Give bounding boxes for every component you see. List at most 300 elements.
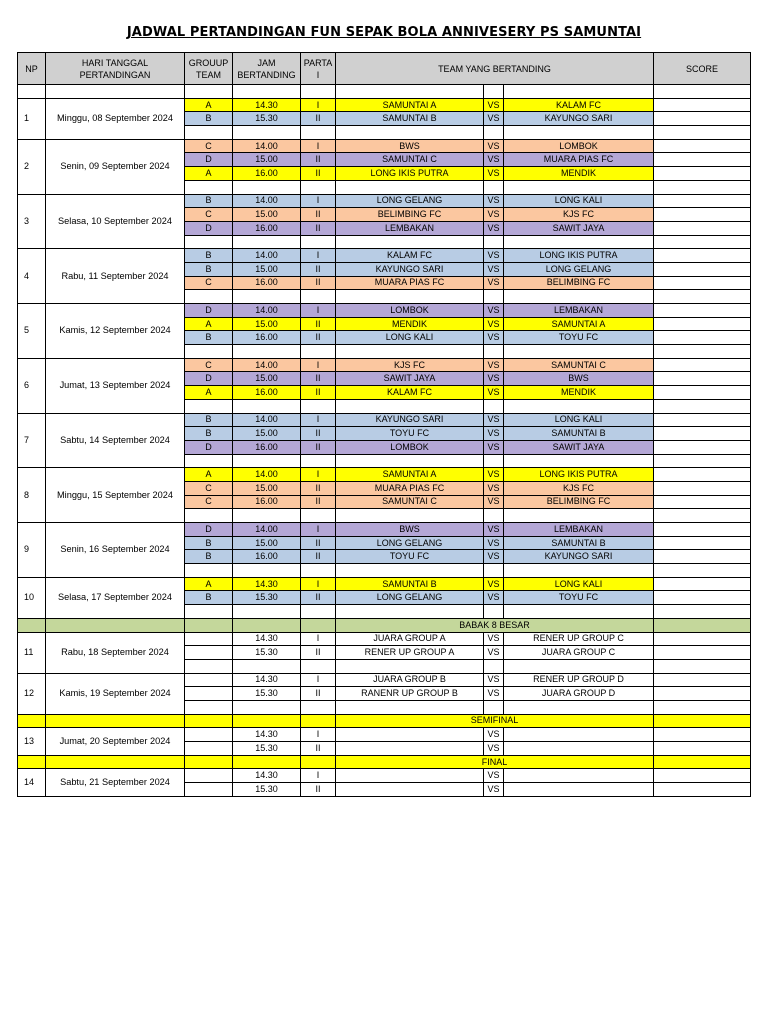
- group-cell: A: [185, 577, 233, 591]
- score-cell: [654, 358, 751, 372]
- header-time-line2: BERTANDING: [237, 69, 296, 80]
- away-team: LONG KALI: [504, 413, 654, 427]
- home-team: SAMUNTAI A: [336, 98, 484, 112]
- vs-label: VS: [484, 673, 504, 687]
- empty-cell: [504, 180, 654, 194]
- home-team: [336, 783, 484, 797]
- match-number: 9: [18, 523, 46, 578]
- vs-label: VS: [484, 194, 504, 208]
- score-cell: [654, 591, 751, 605]
- time-cell: 14.00: [233, 523, 301, 537]
- vs-label: VS: [484, 632, 504, 646]
- time-cell: 14.00: [233, 468, 301, 482]
- match-day: Selasa, 10 September 2024: [46, 194, 185, 249]
- empty-cell: [654, 180, 751, 194]
- empty-cell: [484, 180, 504, 194]
- half-cell: II: [301, 742, 336, 756]
- score-cell: [654, 194, 751, 208]
- away-team: LONG KALI: [504, 577, 654, 591]
- half-cell: II: [301, 495, 336, 509]
- empty-cell: [484, 454, 504, 468]
- half-cell: I: [301, 468, 336, 482]
- empty-cell: [233, 714, 301, 728]
- half-cell: II: [301, 427, 336, 441]
- empty-cell: [301, 509, 336, 523]
- header-day-line1: HARI TANGGAL: [81, 57, 149, 68]
- match-row: [18, 358, 751, 372]
- group-cell: A: [185, 317, 233, 331]
- vs-label: VS: [484, 427, 504, 441]
- match-row: [18, 673, 751, 687]
- home-team: TOYU FC: [336, 550, 484, 564]
- half-cell: I: [301, 769, 336, 783]
- empty-cell: [654, 714, 751, 728]
- match-number: 10: [18, 577, 46, 618]
- time-cell: 15.30: [233, 112, 301, 126]
- header-half-line2: I: [316, 69, 320, 80]
- match-day: Senin, 16 September 2024: [46, 523, 185, 578]
- away-team: [504, 783, 654, 797]
- away-team: MENDIK: [504, 386, 654, 400]
- empty-cell: [301, 454, 336, 468]
- group-cell: B: [185, 550, 233, 564]
- header-row: [18, 53, 751, 85]
- away-team: SAWIT JAYA: [504, 221, 654, 235]
- home-team: LONG GELANG: [336, 591, 484, 605]
- home-team: LOMBOK: [336, 440, 484, 454]
- vs-label: VS: [484, 481, 504, 495]
- empty-cell: [185, 399, 233, 413]
- empty-cell: [233, 659, 301, 673]
- empty-cell: [504, 605, 654, 619]
- match-row: [18, 577, 751, 591]
- stage-label: SEMIFINAL: [336, 714, 654, 728]
- empty-cell: [301, 235, 336, 249]
- time-cell: 15.30: [233, 591, 301, 605]
- group-cell: C: [185, 358, 233, 372]
- score-cell: [654, 139, 751, 153]
- empty-cell: [484, 290, 504, 304]
- half-cell: I: [301, 413, 336, 427]
- away-team: LEMBAKAN: [504, 304, 654, 318]
- half-cell: II: [301, 153, 336, 167]
- home-team: KALAM FC: [336, 249, 484, 263]
- time-cell: 15.30: [233, 687, 301, 701]
- half-cell: II: [301, 112, 336, 126]
- match-row: [18, 468, 751, 482]
- home-team: RANENR UP GROUP B: [336, 687, 484, 701]
- home-team: KAYUNGO SARI: [336, 262, 484, 276]
- vs-label: VS: [484, 413, 504, 427]
- score-cell: [654, 523, 751, 537]
- vs-label: VS: [484, 687, 504, 701]
- half-cell: II: [301, 646, 336, 660]
- time-cell: 16.00: [233, 276, 301, 290]
- time-cell: 15.00: [233, 536, 301, 550]
- empty-cell: [301, 618, 336, 632]
- time-cell: 14.00: [233, 249, 301, 263]
- match-number: 11: [18, 632, 46, 673]
- half-cell: II: [301, 591, 336, 605]
- half-cell: II: [301, 783, 336, 797]
- empty-cell: [185, 126, 233, 140]
- score-cell: [654, 221, 751, 235]
- empty-cell: [46, 755, 185, 769]
- vs-label: VS: [484, 495, 504, 509]
- group-cell: A: [185, 386, 233, 400]
- group-cell: B: [185, 331, 233, 345]
- home-team: LEMBAKAN: [336, 221, 484, 235]
- away-team: LEMBAKAN: [504, 523, 654, 537]
- group-cell: D: [185, 372, 233, 386]
- empty-cell: [185, 180, 233, 194]
- empty-cell: [504, 564, 654, 578]
- home-team: [336, 742, 484, 756]
- vs-label: VS: [484, 769, 504, 783]
- time-cell: 16.00: [233, 440, 301, 454]
- score-cell: [654, 262, 751, 276]
- group-cell: [185, 646, 233, 660]
- empty-cell: [185, 618, 233, 632]
- group-cell: [185, 673, 233, 687]
- header-time-line1: JAM: [257, 57, 276, 68]
- empty-cell: [185, 290, 233, 304]
- match-row: [18, 249, 751, 263]
- empty-cell: [185, 700, 233, 714]
- vs-label: VS: [484, 139, 504, 153]
- away-team: SAMUNTAI B: [504, 536, 654, 550]
- half-cell: II: [301, 276, 336, 290]
- empty-cell: [301, 659, 336, 673]
- vs-label: VS: [484, 468, 504, 482]
- empty-cell: [301, 85, 336, 99]
- away-team: SAMUNTAI C: [504, 358, 654, 372]
- time-cell: 15.30: [233, 742, 301, 756]
- empty-cell: [233, 290, 301, 304]
- time-cell: 16.00: [233, 331, 301, 345]
- half-cell: II: [301, 331, 336, 345]
- half-cell: II: [301, 372, 336, 386]
- match-day: Sabtu, 21 September 2024: [46, 769, 185, 796]
- time-cell: 14.00: [233, 304, 301, 318]
- empty-cell: [484, 509, 504, 523]
- vs-label: VS: [484, 153, 504, 167]
- score-cell: [654, 646, 751, 660]
- empty-cell: [654, 85, 751, 99]
- empty-cell: [504, 235, 654, 249]
- empty-cell: [233, 454, 301, 468]
- empty-cell: [654, 126, 751, 140]
- empty-cell: [301, 714, 336, 728]
- group-cell: B: [185, 194, 233, 208]
- away-team: MUARA PIAS FC: [504, 153, 654, 167]
- empty-cell: [504, 126, 654, 140]
- empty-cell: [654, 399, 751, 413]
- group-cell: D: [185, 440, 233, 454]
- vs-label: VS: [484, 386, 504, 400]
- empty-cell: [504, 700, 654, 714]
- home-team: KALAM FC: [336, 386, 484, 400]
- empty-cell: [336, 85, 484, 99]
- away-team: KJS FC: [504, 208, 654, 222]
- vs-label: VS: [484, 304, 504, 318]
- empty-cell: [233, 235, 301, 249]
- vs-label: VS: [484, 536, 504, 550]
- vs-label: VS: [484, 276, 504, 290]
- away-team: [504, 742, 654, 756]
- half-cell: II: [301, 687, 336, 701]
- away-team: JUARA GROUP C: [504, 646, 654, 660]
- match-number: 7: [18, 413, 46, 468]
- match-day: Sabtu, 14 September 2024: [46, 413, 185, 468]
- empty-cell: [654, 755, 751, 769]
- empty-cell: [185, 564, 233, 578]
- vs-label: VS: [484, 167, 504, 181]
- empty-cell: [301, 399, 336, 413]
- score-cell: [654, 742, 751, 756]
- home-team: JUARA GROUP B: [336, 673, 484, 687]
- time-cell: 15.00: [233, 481, 301, 495]
- empty-cell: [484, 126, 504, 140]
- empty-cell: [233, 345, 301, 359]
- group-cell: B: [185, 427, 233, 441]
- home-team: RENER UP GROUP A: [336, 646, 484, 660]
- half-cell: I: [301, 577, 336, 591]
- empty-cell: [18, 755, 46, 769]
- match-number: 8: [18, 468, 46, 523]
- half-cell: II: [301, 536, 336, 550]
- half-cell: II: [301, 221, 336, 235]
- home-team: SAMUNTAI B: [336, 112, 484, 126]
- match-row: [18, 194, 751, 208]
- score-cell: [654, 413, 751, 427]
- empty-cell: [504, 85, 654, 99]
- half-cell: I: [301, 358, 336, 372]
- group-cell: A: [185, 167, 233, 181]
- time-cell: 15.00: [233, 372, 301, 386]
- away-team: SAMUNTAI A: [504, 317, 654, 331]
- empty-cell: [654, 290, 751, 304]
- vs-label: VS: [484, 646, 504, 660]
- vs-label: VS: [484, 550, 504, 564]
- empty-cell: [185, 345, 233, 359]
- away-team: JUARA GROUP D: [504, 687, 654, 701]
- home-team: MUARA PIAS FC: [336, 276, 484, 290]
- score-cell: [654, 386, 751, 400]
- empty-cell: [336, 399, 484, 413]
- home-team: SAMUNTAI B: [336, 577, 484, 591]
- vs-label: VS: [484, 98, 504, 112]
- empty-cell: [185, 85, 233, 99]
- score-cell: [654, 372, 751, 386]
- header-day-line2: PERTANDINGAN: [79, 69, 151, 80]
- empty-cell: [46, 618, 185, 632]
- empty-cell: [336, 126, 484, 140]
- home-team: LONG GELANG: [336, 194, 484, 208]
- match-number: 13: [18, 728, 46, 755]
- home-team: KJS FC: [336, 358, 484, 372]
- half-cell: I: [301, 523, 336, 537]
- home-team: JUARA GROUP A: [336, 632, 484, 646]
- away-team: MENDIK: [504, 167, 654, 181]
- vs-label: VS: [484, 372, 504, 386]
- group-cell: B: [185, 591, 233, 605]
- empty-cell: [336, 345, 484, 359]
- match-row: [18, 728, 751, 742]
- group-cell: C: [185, 208, 233, 222]
- vs-label: VS: [484, 783, 504, 797]
- empty-cell: [504, 399, 654, 413]
- score-cell: [654, 481, 751, 495]
- group-cell: D: [185, 221, 233, 235]
- score-cell: [654, 687, 751, 701]
- half-cell: II: [301, 386, 336, 400]
- half-cell: I: [301, 98, 336, 112]
- home-team: [336, 769, 484, 783]
- empty-cell: [654, 618, 751, 632]
- group-cell: C: [185, 481, 233, 495]
- match-day: Rabu, 18 September 2024: [46, 632, 185, 673]
- empty-cell: [654, 605, 751, 619]
- empty-cell: [46, 714, 185, 728]
- empty-cell: [484, 399, 504, 413]
- empty-cell: [336, 454, 484, 468]
- empty-cell: [484, 85, 504, 99]
- empty-cell: [185, 605, 233, 619]
- stage-label: BABAK 8 BESAR: [336, 618, 654, 632]
- vs-label: VS: [484, 317, 504, 331]
- group-cell: B: [185, 536, 233, 550]
- group-cell: D: [185, 304, 233, 318]
- half-cell: I: [301, 632, 336, 646]
- away-team: SAWIT JAYA: [504, 440, 654, 454]
- away-team: BELIMBING FC: [504, 495, 654, 509]
- header-half: [301, 53, 336, 85]
- vs-label: VS: [484, 523, 504, 537]
- score-cell: [654, 468, 751, 482]
- vs-label: VS: [484, 262, 504, 276]
- empty-cell: [301, 290, 336, 304]
- empty-cell: [301, 345, 336, 359]
- stage-header-row: [18, 618, 751, 632]
- time-cell: 15.00: [233, 262, 301, 276]
- vs-label: VS: [484, 577, 504, 591]
- empty-cell: [46, 85, 185, 99]
- stage-label: FINAL: [336, 755, 654, 769]
- time-cell: 14.00: [233, 194, 301, 208]
- match-number: 14: [18, 769, 46, 796]
- match-row: [18, 769, 751, 783]
- empty-cell: [654, 509, 751, 523]
- home-team: BELIMBING FC: [336, 208, 484, 222]
- empty-cell: [185, 509, 233, 523]
- empty-cell: [484, 235, 504, 249]
- half-cell: I: [301, 194, 336, 208]
- score-cell: [654, 536, 751, 550]
- score-cell: [654, 98, 751, 112]
- empty-cell: [233, 605, 301, 619]
- match-number: 4: [18, 249, 46, 304]
- match-day: Minggu, 15 September 2024: [46, 468, 185, 523]
- header-score: SCORE: [654, 53, 751, 85]
- away-team: BWS: [504, 372, 654, 386]
- empty-cell: [233, 509, 301, 523]
- half-cell: I: [301, 304, 336, 318]
- stage-header-row: [18, 714, 751, 728]
- score-cell: [654, 728, 751, 742]
- group-cell: D: [185, 523, 233, 537]
- header-group: [185, 53, 233, 85]
- half-cell: I: [301, 673, 336, 687]
- away-team: KALAM FC: [504, 98, 654, 112]
- score-cell: [654, 495, 751, 509]
- away-team: LONG IKIS PUTRA: [504, 468, 654, 482]
- time-cell: 14.30: [233, 728, 301, 742]
- empty-cell: [654, 659, 751, 673]
- empty-cell: [336, 235, 484, 249]
- time-cell: 16.00: [233, 221, 301, 235]
- empty-cell: [233, 700, 301, 714]
- half-cell: II: [301, 208, 336, 222]
- vs-label: VS: [484, 112, 504, 126]
- away-team: KJS FC: [504, 481, 654, 495]
- group-cell: C: [185, 495, 233, 509]
- match-row: [18, 98, 751, 112]
- vs-label: VS: [484, 208, 504, 222]
- home-team: MENDIK: [336, 317, 484, 331]
- vs-label: VS: [484, 331, 504, 345]
- empty-cell: [336, 564, 484, 578]
- vs-label: VS: [484, 221, 504, 235]
- home-team: SAMUNTAI A: [336, 468, 484, 482]
- score-cell: [654, 208, 751, 222]
- group-cell: C: [185, 139, 233, 153]
- vs-label: VS: [484, 591, 504, 605]
- empty-cell: [233, 755, 301, 769]
- header-np: NP: [18, 53, 46, 85]
- header-group-line2: TEAM: [195, 69, 221, 80]
- empty-cell: [504, 290, 654, 304]
- empty-cell: [233, 399, 301, 413]
- empty-cell: [504, 659, 654, 673]
- empty-cell: [18, 85, 46, 99]
- time-cell: 15.30: [233, 783, 301, 797]
- away-team: RENER UP GROUP C: [504, 632, 654, 646]
- time-cell: 14.00: [233, 358, 301, 372]
- empty-cell: [336, 700, 484, 714]
- score-cell: [654, 550, 751, 564]
- home-team: MUARA PIAS FC: [336, 481, 484, 495]
- empty-cell: [185, 714, 233, 728]
- empty-cell: [504, 345, 654, 359]
- empty-cell: [233, 126, 301, 140]
- match-row: [18, 139, 751, 153]
- match-number: 1: [18, 98, 46, 139]
- empty-cell: [484, 605, 504, 619]
- time-cell: 14.00: [233, 139, 301, 153]
- home-team: SAMUNTAI C: [336, 495, 484, 509]
- match-day: Senin, 09 September 2024: [46, 139, 185, 194]
- time-cell: 14.30: [233, 632, 301, 646]
- away-team: BELIMBING FC: [504, 276, 654, 290]
- match-number: 2: [18, 139, 46, 194]
- score-cell: [654, 112, 751, 126]
- group-cell: [185, 783, 233, 797]
- home-team: [336, 728, 484, 742]
- score-cell: [654, 167, 751, 181]
- empty-cell: [185, 454, 233, 468]
- empty-cell: [484, 659, 504, 673]
